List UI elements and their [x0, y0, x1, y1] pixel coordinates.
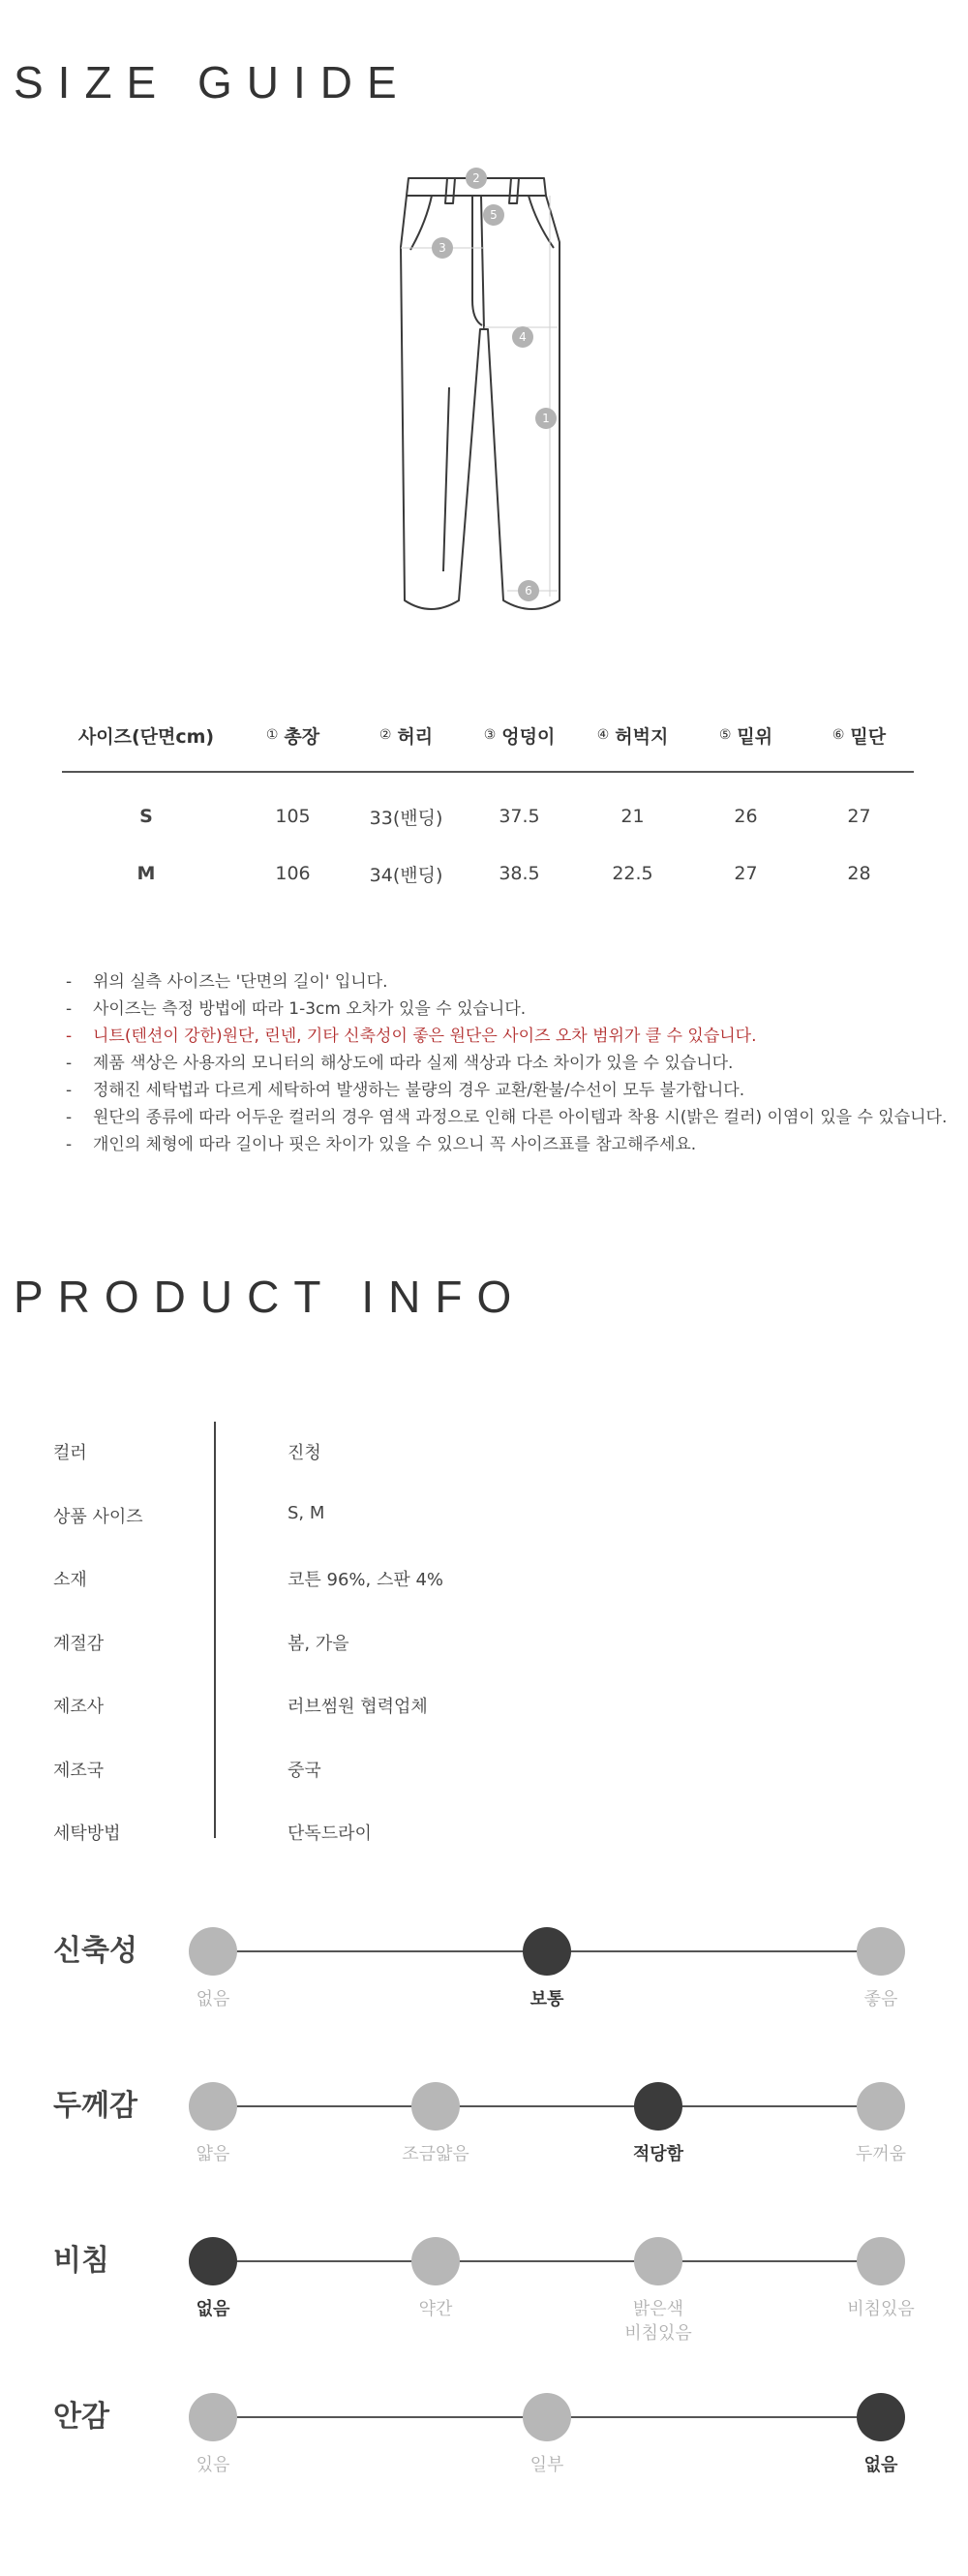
scale-1 — [0, 1929, 968, 2074]
table-cell: 22.5 — [612, 863, 653, 884]
marker-6 — [518, 580, 539, 601]
note-bullet: - — [66, 1027, 73, 1046]
scale-track — [213, 2105, 881, 2107]
info-value: 단독드라이 — [287, 1824, 372, 1844]
marker-1 — [535, 408, 557, 429]
scale-option-label: 일부 — [529, 2455, 564, 2475]
pants-diagram — [387, 165, 581, 629]
info-row — [53, 1802, 905, 1866]
info-row — [53, 1739, 905, 1803]
table-cell: 33(밴딩) — [369, 807, 443, 829]
scale-dot — [189, 1927, 237, 1976]
note-bullet: - — [66, 972, 73, 992]
table-cell: 105 — [275, 806, 311, 827]
table-cell: 27 — [847, 806, 871, 827]
table-cell: 34(밴딩) — [369, 864, 443, 886]
scale-option-label: 없음 — [196, 1989, 230, 2009]
size-notes — [66, 968, 947, 1158]
scale-option-label: 보통 — [529, 1989, 564, 2009]
info-label: 상품 사이즈 — [53, 1506, 143, 1527]
info-label: 계절감 — [53, 1633, 105, 1654]
scale-option-label: 적당함 — [632, 2144, 684, 2164]
info-row — [53, 1422, 905, 1486]
note-bullet: - — [66, 1108, 73, 1127]
note-item — [66, 1077, 947, 1104]
marker-3 — [432, 237, 453, 259]
scale-option-label: 없음 — [863, 2455, 898, 2475]
note-item — [66, 968, 947, 996]
table-row — [56, 859, 916, 888]
note-bullet: - — [66, 1054, 73, 1073]
note-item — [66, 1104, 947, 1131]
table-cell: 28 — [847, 863, 871, 884]
table-cell: 21 — [620, 806, 645, 827]
marker-4 — [512, 326, 533, 348]
note-item — [66, 1050, 947, 1077]
info-row — [53, 1612, 905, 1676]
scale-dot — [411, 2082, 460, 2131]
scale-option-label: 조금얇음 — [402, 2144, 469, 2164]
svg-text:2: 2 — [472, 171, 480, 185]
scale-dot — [189, 2393, 237, 2441]
scale-dot — [857, 2237, 905, 2285]
info-value: 진청 — [287, 1443, 321, 1463]
column-header-hem: ⑥ 밑단 — [832, 725, 887, 748]
scale-title: 두께감 — [53, 2089, 137, 2123]
note-text: 개인의 체형에 따라 길이나 핏은 차이가 있을 수 있으니 꼭 사이즈표를 참고해주세요. — [93, 1135, 697, 1154]
scale-dot — [857, 2082, 905, 2131]
info-row — [53, 1486, 905, 1549]
scale-dot — [634, 2237, 682, 2285]
svg-text:3: 3 — [439, 241, 446, 255]
scale-track — [213, 2260, 881, 2262]
note-text: 위의 실측 사이즈는 '단면의 길이' 입니다. — [93, 972, 388, 992]
size-name: M — [136, 863, 156, 884]
info-label: 세탁방법 — [53, 1824, 121, 1844]
scale-option-label: 좋음 — [863, 1989, 898, 2009]
info-value: 봄, 가을 — [287, 1633, 349, 1654]
scale-option-label: 있음 — [196, 2455, 230, 2475]
scale-4 — [0, 2395, 968, 2540]
scale-dot — [857, 1927, 905, 1976]
column-header-rise: ⑤ 밑위 — [718, 725, 773, 748]
product-info-table — [53, 1422, 905, 1866]
scale-dot — [411, 2237, 460, 2285]
note-item — [66, 1023, 947, 1050]
scale-dot-selected — [189, 2237, 237, 2285]
table-cell: 38.5 — [499, 863, 540, 884]
note-text: 정해진 세탁법과 다르게 세탁하여 발생하는 불량의 경우 교환/환불/수선이 모두 불가합니다. — [93, 1081, 745, 1100]
info-label: 제조국 — [53, 1760, 105, 1781]
scale-option-label: 밝은색 비침있음 — [624, 2299, 692, 2344]
scale-option-label: 두꺼움 — [855, 2144, 907, 2164]
note-item — [66, 996, 947, 1023]
marker-5 — [483, 204, 504, 226]
note-text: 제품 색상은 사용자의 모니터의 해상도에 따라 실제 색상과 다소 차이가 있을 수 있습니다. — [93, 1054, 734, 1073]
info-row — [53, 1675, 905, 1739]
scale-option-label: 얇음 — [196, 2144, 230, 2164]
scale-dot — [189, 2082, 237, 2131]
table-cell: 106 — [275, 863, 311, 884]
size-table-label: 사이즈(단면cm) — [77, 725, 215, 748]
scale-option-label: 없음 — [196, 2299, 230, 2319]
scale-dot-selected — [634, 2082, 682, 2131]
table-row — [56, 802, 916, 831]
scale-dot — [523, 2393, 571, 2441]
size-name: S — [139, 806, 153, 827]
info-value: 코튼 96%, 스판 4% — [287, 1570, 444, 1590]
size-guide-title: SIZE GUIDE — [14, 57, 411, 107]
scale-3 — [0, 2239, 968, 2384]
scale-title: 안감 — [53, 2400, 109, 2434]
info-value: S, M — [287, 1502, 325, 1523]
table-cell: 37.5 — [499, 806, 540, 827]
product-info-title: PRODUCT INFO — [14, 1272, 527, 1322]
scale-dot-selected — [857, 2393, 905, 2441]
marker-2 — [466, 168, 487, 189]
note-item — [66, 1131, 947, 1158]
scale-title: 비침 — [53, 2244, 109, 2278]
svg-text:1: 1 — [542, 412, 550, 425]
scale-option-label: 약간 — [418, 2299, 453, 2319]
scale-dot-selected — [523, 1927, 571, 1976]
column-header-length: ① 총장 — [265, 725, 320, 748]
info-label: 소재 — [53, 1570, 87, 1590]
note-text: 니트(텐션이 강한)원단, 린넨, 기타 신축성이 좋은 원단은 사이즈 오차 범위가 클 수 있습니다. — [93, 1027, 757, 1046]
svg-text:4: 4 — [519, 330, 527, 344]
table-cell: 27 — [734, 863, 758, 884]
svg-text:6: 6 — [525, 584, 532, 598]
scale-2 — [0, 2084, 968, 2229]
info-label: 컬러 — [53, 1443, 87, 1463]
column-header-hip: ③ 엉덩이 — [483, 725, 556, 748]
scale-option-label: 비침있음 — [847, 2299, 915, 2319]
column-header-waist: ② 허리 — [378, 725, 434, 748]
scale-title: 신축성 — [53, 1934, 137, 1968]
info-label: 제조사 — [53, 1697, 105, 1717]
info-row — [53, 1549, 905, 1612]
size-table-divider — [62, 771, 914, 773]
note-text: 원단의 종류에 따라 어두운 컬러의 경우 염색 과정으로 인해 다른 아이템과 착용 시(밝은 컬러) 이염이 있을 수 있습니다. — [93, 1108, 948, 1127]
note-bullet: - — [66, 1081, 73, 1100]
info-value: 중국 — [287, 1760, 321, 1781]
size-table-header — [56, 721, 916, 749]
column-header-thigh: ④ 허벅지 — [596, 725, 669, 748]
note-text: 사이즈는 측정 방법에 따라 1-3cm 오차가 있을 수 있습니다. — [93, 999, 527, 1019]
svg-text:5: 5 — [490, 208, 498, 222]
table-cell: 26 — [734, 806, 758, 827]
info-value: 러브썸원 협력업체 — [287, 1697, 428, 1717]
note-bullet: - — [66, 1135, 73, 1154]
note-bullet: - — [66, 999, 73, 1019]
